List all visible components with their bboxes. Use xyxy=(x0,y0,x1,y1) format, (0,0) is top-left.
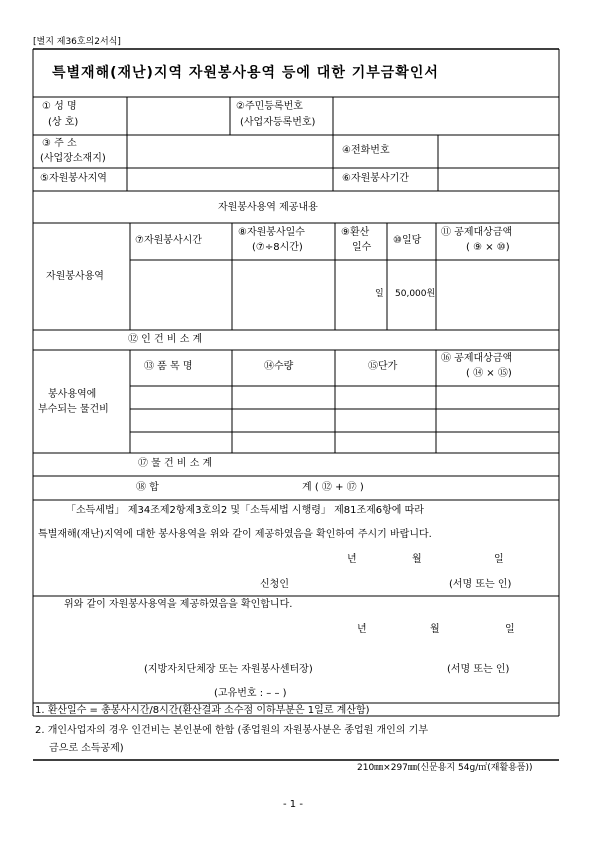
col-daily-wage: ⑩일당 xyxy=(393,235,422,246)
applicant-label: 신청인 xyxy=(260,579,289,590)
paper-spec: 210㎜×297㎜(신문용지 54g/㎡(재활용품)) xyxy=(357,763,533,773)
col-service-days-formula: (⑦÷8시간) xyxy=(252,242,303,253)
region-label: ⑤자원봉사지역 xyxy=(40,173,107,184)
col-quantity: ⑭수량 xyxy=(264,361,294,372)
note-2-cont: 금으로 소득공제) xyxy=(49,743,124,754)
date-month: 월 xyxy=(412,554,422,565)
regno-label: ②주민등록번호 xyxy=(236,101,303,112)
col-goods-formula: ( ⑭ × ⑮) xyxy=(466,368,512,379)
col-goods-deductible: ⑯ 공제대상금액 xyxy=(441,353,513,364)
col-unit-price: ⑮단가 xyxy=(368,361,398,372)
statement-line-1: 「소득세법」 제34조제2항제3호의2 및「소득세법 시행령」 제81조제6항에 따라 xyxy=(66,505,424,516)
goods-row-label: 봉사용역에 xyxy=(48,389,97,400)
note-1: 1. 환산일수 = 총봉사시간/8시간(환산결과 소수점 이하부분은 1일로 계산함) xyxy=(35,705,370,716)
form-label: [별지 제36호의2서식] xyxy=(33,37,121,47)
confirm-text: 위와 같이 자원봉사용역을 제공하였음을 확인합니다. xyxy=(64,599,293,610)
name-label-sub: (상 호) xyxy=(48,117,79,128)
col-service-hours: ⑦자원봉사시간 xyxy=(135,235,202,246)
col-converted-days: ⑨환산 xyxy=(341,227,370,238)
service-hours-field[interactable] xyxy=(131,261,231,329)
phone-field[interactable] xyxy=(439,136,558,167)
deductible-amount-field[interactable] xyxy=(437,261,558,329)
date-day: 일 xyxy=(494,554,504,565)
address-label: ③ 주 소 xyxy=(42,138,77,149)
page-number: - 1 - xyxy=(283,799,303,810)
name-field[interactable] xyxy=(128,98,229,134)
confirmer-label: (지방자치단체장 또는 자원봉사센터장) xyxy=(144,664,313,675)
day-unit: 일 xyxy=(375,289,384,299)
confirm-year: 년 xyxy=(357,624,367,635)
col-item-name: ⑬ 품 목 명 xyxy=(144,361,193,372)
name-label: ① 성 명 xyxy=(42,101,77,112)
service-days-field[interactable] xyxy=(233,261,334,329)
period-field[interactable] xyxy=(439,169,558,190)
date-year: 년 xyxy=(347,554,357,565)
statement-line-2: 특별재해(재난)지역에 대한 봉사용역을 위와 같이 제공하였음을 확인하여 주시기 바랍니다. xyxy=(38,529,432,540)
period-label: ⑥자원봉사기간 xyxy=(342,173,409,184)
unique-number: (고유번호 : – – ) xyxy=(214,688,287,699)
confirmer-sign: (서명 또는 인) xyxy=(447,664,510,675)
col-service-days: ⑧자원봉사일수 xyxy=(238,227,305,238)
service-row-label: 자원봉사용역 xyxy=(46,271,104,282)
page-title: 특별재해(재난)지역 자원봉사용역 등에 대한 기부금확인서 xyxy=(52,65,439,81)
note-2: 2. 개인사업자의 경우 인건비는 본인분에 한함 (종업원의 자원봉사분은 종업원 개인의 기부 xyxy=(35,725,428,736)
col-deductible-amount: ⑪ 공제대상금액 xyxy=(441,227,513,238)
applicant-sign: (서명 또는 인) xyxy=(449,579,512,590)
service-section-title: 자원봉사용역 제공내용 xyxy=(218,202,318,213)
col-converted-days-sub: 일수 xyxy=(352,242,372,253)
confirm-month: 월 xyxy=(430,624,440,635)
goods-row-label-sub: 부수되는 물건비 xyxy=(38,404,109,415)
region-field[interactable] xyxy=(128,169,332,190)
address-field[interactable] xyxy=(128,136,332,167)
goods-subtotal: ⑰ 물 건 비 소 계 xyxy=(138,458,213,469)
phone-label: ④전화번호 xyxy=(342,145,390,156)
regno-label-sub: (사업자등록번호) xyxy=(240,117,316,128)
labor-subtotal: ⑫ 인 건 비 소 계 xyxy=(128,334,203,345)
col-deductible-formula: ( ⑨ × ⑩) xyxy=(466,242,510,253)
regno-field[interactable] xyxy=(334,98,558,134)
address-label-sub: (사업장소재지) xyxy=(40,153,106,164)
total-formula: 계 ( ⑫ + ⑰ ) xyxy=(302,482,364,493)
confirm-day: 일 xyxy=(505,624,515,635)
total-label: ⑱ 합 xyxy=(136,482,159,493)
daily-wage-value: 50,000원 xyxy=(395,289,436,299)
